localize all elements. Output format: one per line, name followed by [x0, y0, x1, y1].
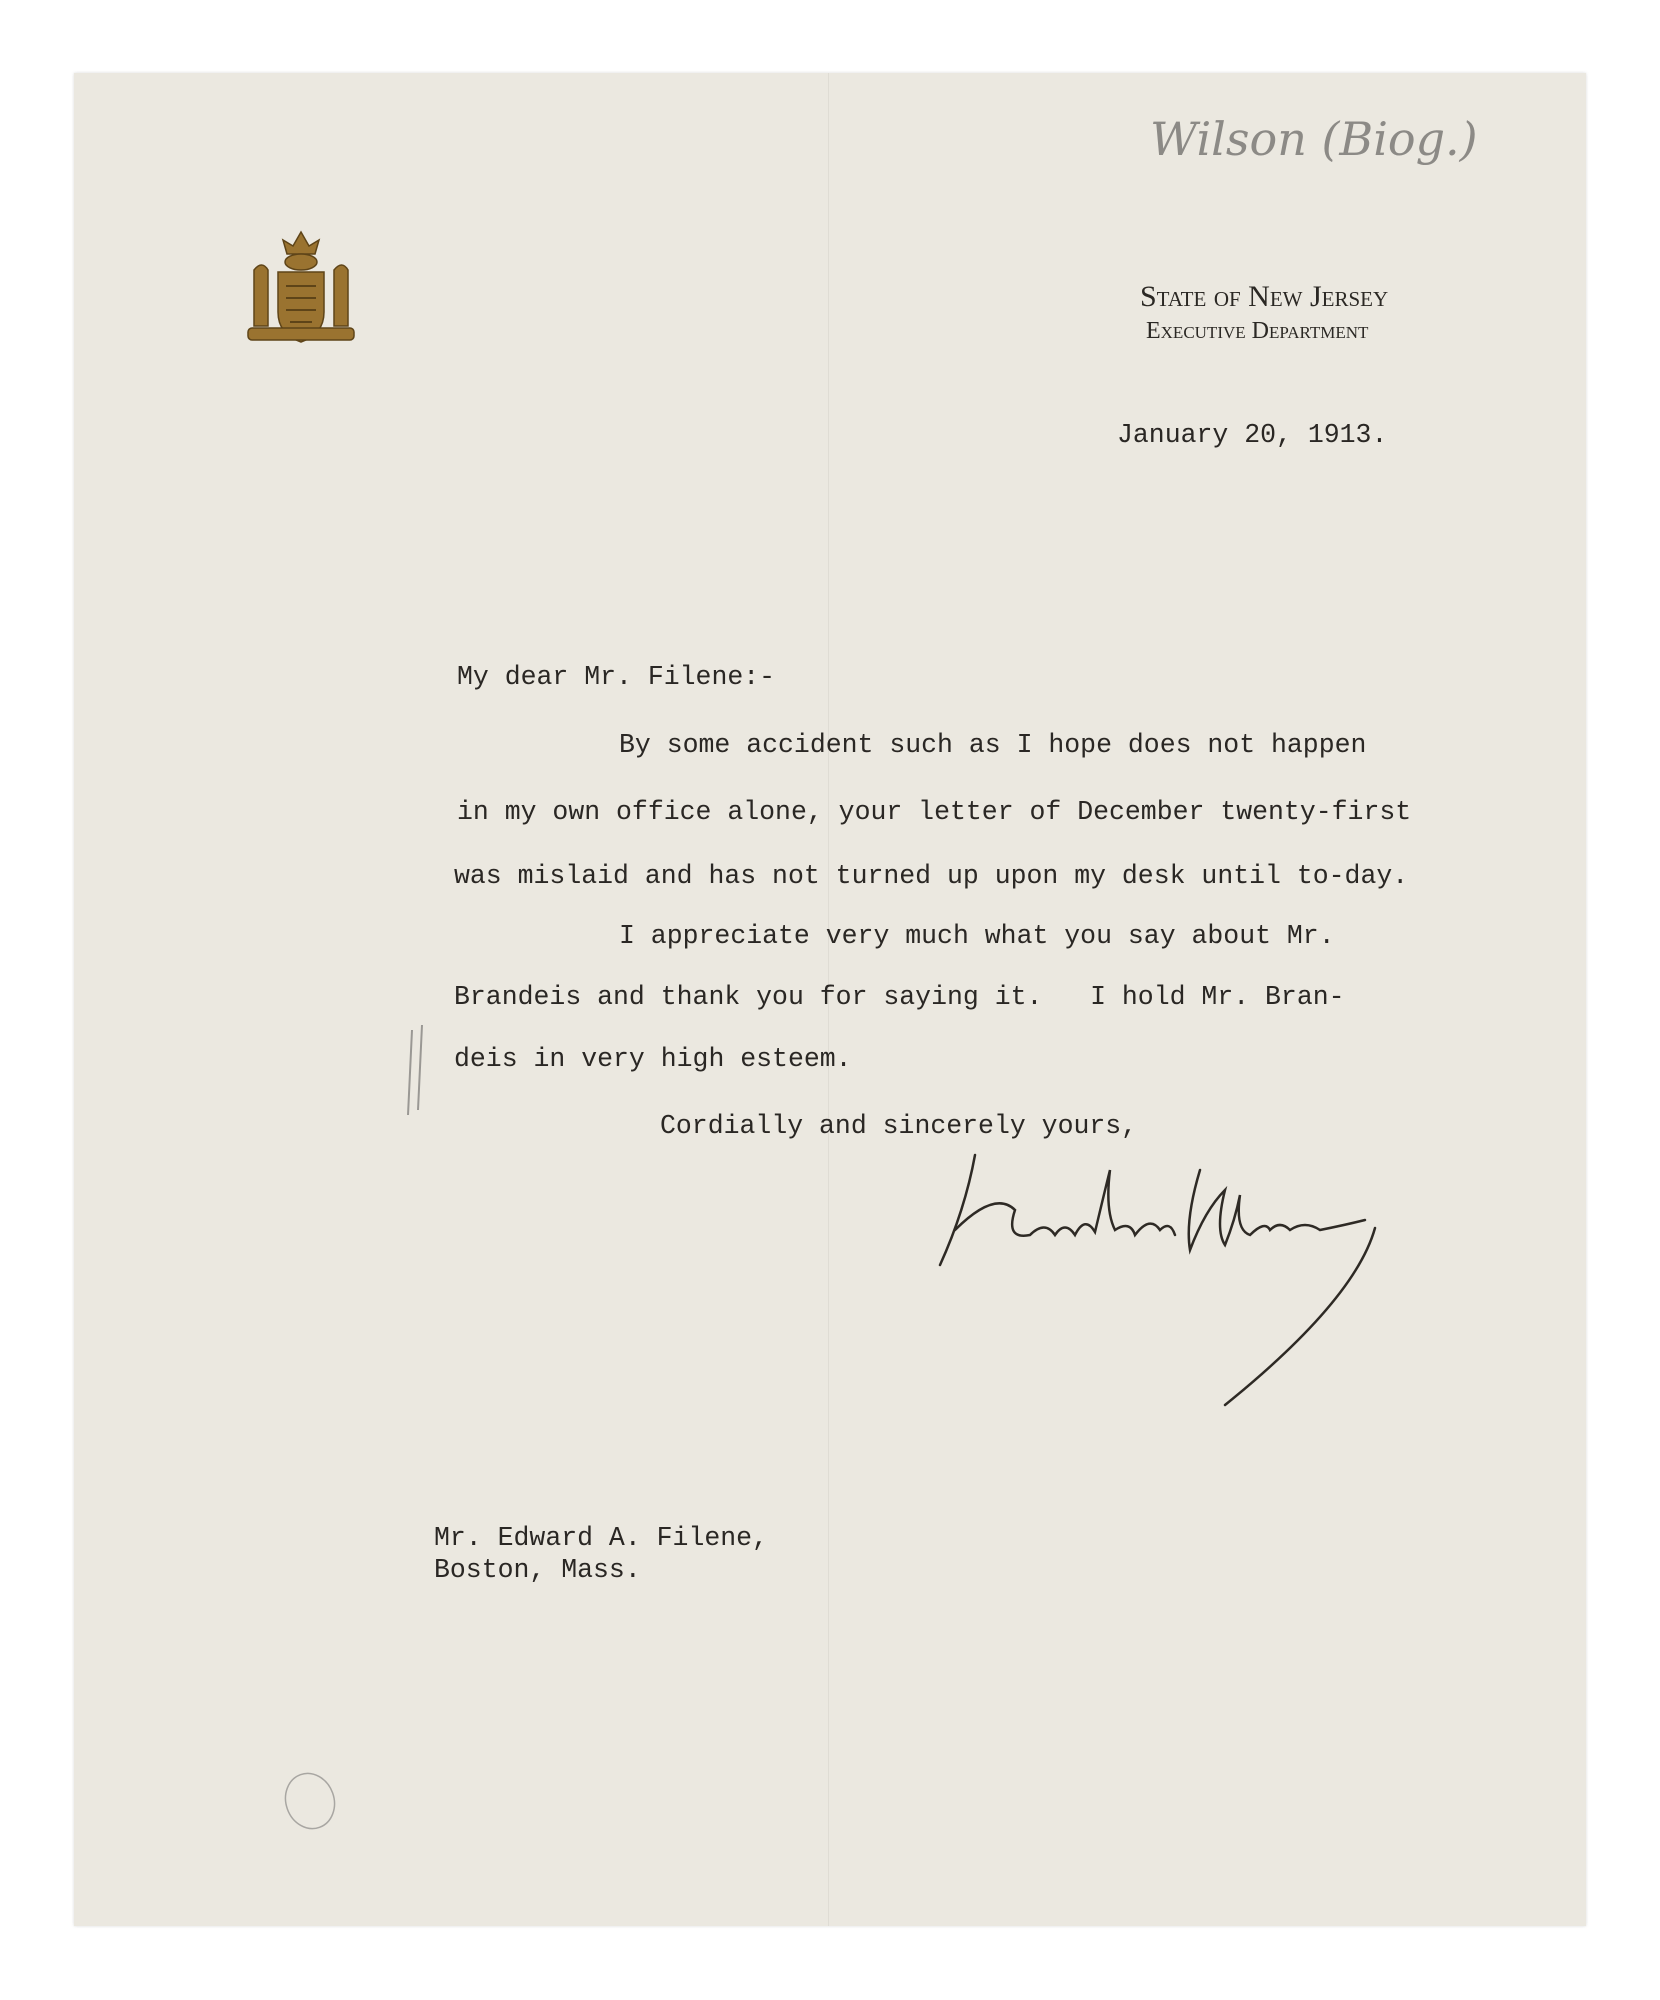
- salutation: My dear Mr. Filene:-: [457, 662, 776, 692]
- body-line: I appreciate very much what you say about Mr.: [619, 921, 1335, 951]
- body-line: in my own office alone, your letter of December twenty-first: [457, 797, 1412, 827]
- body-line: was mislaid and has not turned up upon my desk until to-day.: [454, 861, 1409, 891]
- letter-date: January 20, 1913.: [1117, 420, 1388, 450]
- body-line: Brandeis and thank you for saying it. I hold Mr. Bran-: [454, 982, 1345, 1012]
- pencil-margin-marks: [400, 1020, 430, 1120]
- closing: Cordially and sincerely yours,: [660, 1111, 1138, 1141]
- letterhead-department: Executive Department: [1146, 318, 1369, 344]
- signature: [935, 1150, 1390, 1415]
- new-jersey-seal-icon: [240, 230, 362, 348]
- recipient-city: Boston, Mass.: [434, 1555, 641, 1585]
- letterhead-state: State of New Jersey: [1140, 280, 1389, 313]
- body-line: By some accident such as I hope does not happen: [619, 730, 1367, 760]
- pencil-circled-mark: [278, 1765, 348, 1835]
- body-line: deis in very high esteem.: [454, 1044, 852, 1074]
- recipient-name: Mr. Edward A. Filene,: [434, 1523, 768, 1553]
- pencil-annotation: Wilson (Biog.): [1150, 112, 1478, 166]
